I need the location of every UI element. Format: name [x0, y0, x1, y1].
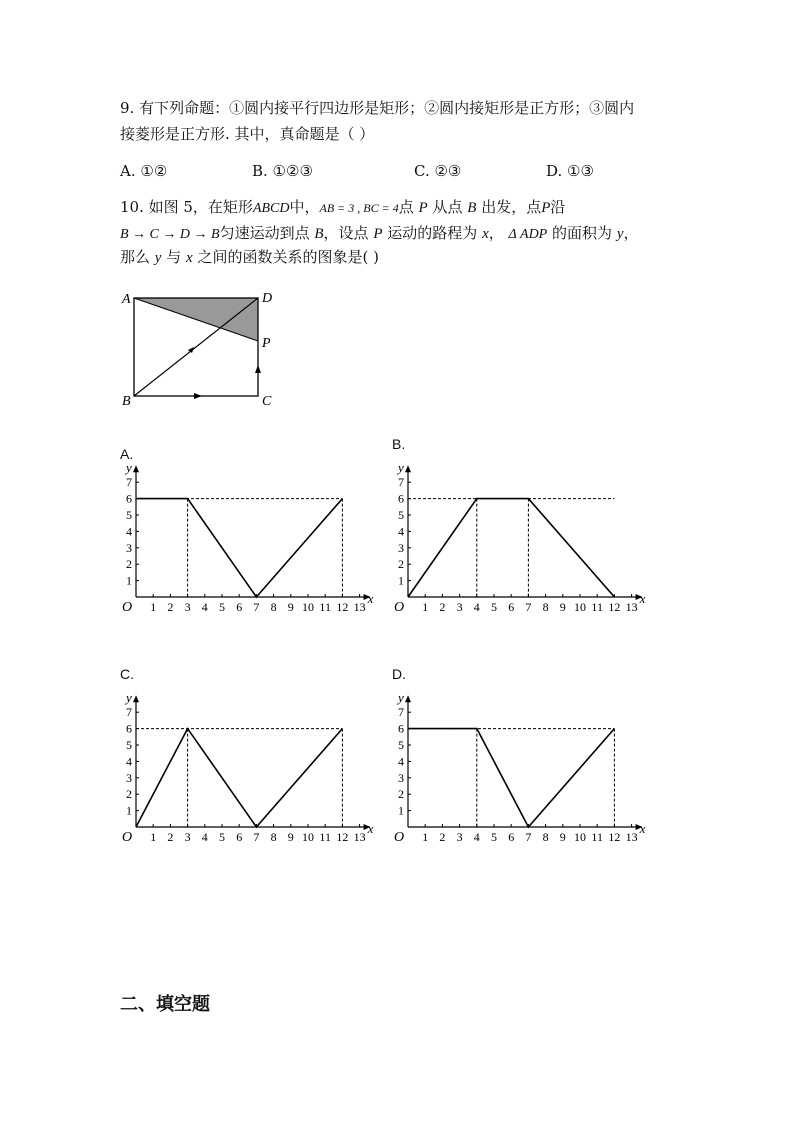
q10-text: 沿	[550, 198, 566, 216]
y-tick-label: 3	[398, 770, 404, 785]
y-tick-label: 3	[126, 540, 132, 555]
y-tick-label: 4	[398, 754, 404, 769]
x-tick-label: 3	[456, 600, 463, 614]
x-axis-label: x	[367, 591, 374, 606]
q10-point-b: B	[467, 200, 477, 216]
y-tick-label: 2	[126, 557, 132, 572]
q10-var-p: P	[373, 226, 383, 242]
x-tick-label: 11	[591, 830, 603, 844]
q10-text: ，	[623, 224, 639, 242]
origin-label: O	[394, 830, 405, 845]
y-tick-label: 6	[398, 721, 404, 736]
x-axis-label: x	[639, 821, 646, 836]
rectangle-figure	[110, 285, 290, 413]
arrow-icon	[194, 393, 202, 399]
x-tick-label: 9	[559, 830, 566, 844]
label-c: C	[262, 394, 272, 409]
x-tick-label: 13	[353, 830, 366, 844]
x-tick-label: 7	[525, 830, 532, 844]
label-p: P	[262, 336, 271, 351]
y-axis-arrow-icon	[133, 695, 139, 702]
function-line	[408, 729, 614, 827]
y-tick-label: 7	[398, 705, 404, 720]
q9-option-c: C. ②③	[414, 162, 462, 180]
graph-option-a	[114, 458, 394, 618]
y-tick-label: 5	[398, 738, 404, 752]
y-tick-label: 7	[398, 475, 404, 490]
x-tick-label: 6	[236, 600, 243, 614]
y-tick-label: 5	[126, 738, 132, 752]
q10-text: 的面积为	[552, 224, 613, 242]
y-tick-label: 3	[126, 770, 132, 785]
x-tick-label: 11	[591, 600, 603, 614]
x-tick-label: 11	[319, 830, 331, 844]
q9-option-b: B. ①②③	[252, 162, 313, 180]
q10-var-y: y	[154, 250, 162, 266]
y-tick-label: 7	[126, 705, 132, 720]
q10-text: 出发，点	[481, 198, 542, 216]
x-tick-label: 3	[184, 600, 191, 614]
x-tick-label: 6	[236, 830, 243, 844]
q10-text: 那么	[120, 248, 151, 266]
origin-label: O	[394, 600, 405, 615]
q10-text: 点	[398, 198, 414, 216]
y-tick-label: 6	[126, 721, 132, 736]
y-axis-arrow-icon	[405, 695, 411, 702]
q10-line-2	[120, 223, 639, 245]
y-tick-label: 5	[398, 508, 404, 522]
x-tick-label: 10	[302, 830, 314, 844]
y-axis-label: y	[126, 460, 132, 476]
x-tick-label: 9	[559, 600, 566, 614]
x-tick-label: 13	[625, 600, 638, 614]
origin-label: O	[122, 600, 133, 615]
q10-text: 匀速运动到点	[219, 224, 310, 242]
y-tick-label: 4	[398, 524, 404, 539]
q10-text: 之间的函数关系的图象是( )	[197, 248, 379, 266]
graph-option-b	[386, 458, 666, 618]
x-tick-label: 7	[253, 830, 260, 844]
x-tick-label: 6	[508, 830, 515, 844]
x-tick-label: 7	[525, 600, 532, 614]
label-d: D	[262, 291, 273, 306]
q10-text: 与	[166, 248, 182, 266]
y-tick-label: 1	[398, 803, 404, 818]
y-tick-label: 3	[398, 540, 404, 555]
x-tick-label: 1	[150, 600, 157, 614]
x-tick-label: 5	[491, 830, 497, 844]
q9-option-d: D. ①③	[546, 162, 594, 180]
x-tick-label: 1	[422, 600, 429, 614]
y-tick-label: 7	[126, 475, 132, 490]
y-axis-arrow-icon	[133, 465, 139, 472]
y-axis-arrow-icon	[405, 465, 411, 472]
q10-triangle: Δ ADP	[508, 227, 548, 242]
q10-point-b: B	[314, 226, 324, 242]
x-tick-label: 4	[201, 830, 208, 844]
q9-option-a: A. ①②	[120, 162, 168, 180]
x-tick-label: 2	[439, 600, 446, 614]
arrow-icon	[255, 365, 261, 373]
q10-text: 运动的路程为	[387, 224, 478, 242]
shaded-triangle	[134, 298, 258, 341]
q10-line-1	[120, 197, 565, 219]
y-tick-label: 4	[126, 754, 132, 769]
x-tick-label: 10	[302, 600, 314, 614]
y-tick-label: 1	[126, 803, 132, 818]
graph-caption-d: D.	[392, 666, 406, 682]
x-tick-label: 13	[353, 600, 366, 614]
x-tick-label: 2	[167, 830, 174, 844]
x-tick-label: 12	[336, 830, 349, 844]
q10-var-p: P	[541, 200, 551, 216]
x-tick-label: 1	[422, 830, 429, 844]
q10-rect-name: ABCD	[252, 201, 290, 216]
graph-caption-b: B.	[392, 436, 406, 452]
y-tick-label: 6	[398, 491, 404, 506]
x-tick-label: 11	[319, 600, 331, 614]
label-b: B	[122, 394, 131, 409]
q10-var-y: y	[616, 226, 624, 242]
x-axis-label: x	[367, 821, 374, 836]
y-axis-label: y	[398, 690, 404, 706]
y-axis-label: y	[126, 690, 132, 706]
graph-option-c	[114, 688, 394, 848]
graph-caption-a: A.	[120, 446, 134, 462]
x-tick-label: 4	[473, 600, 480, 614]
x-tick-label: 4	[473, 830, 480, 844]
y-tick-label: 1	[126, 573, 132, 588]
function-line	[136, 729, 342, 827]
x-tick-label: 12	[608, 830, 621, 844]
x-tick-label: 3	[456, 830, 463, 844]
x-tick-label: 1	[150, 830, 157, 844]
y-tick-label: 6	[126, 491, 132, 506]
x-tick-label: 10	[574, 600, 586, 614]
y-tick-label: 2	[126, 787, 132, 802]
q10-line-3	[120, 247, 379, 268]
y-tick-label: 5	[126, 508, 132, 522]
function-line	[136, 499, 342, 597]
graph-caption-c: C.	[120, 666, 134, 682]
x-tick-label: 4	[201, 600, 208, 614]
x-tick-label: 10	[574, 830, 586, 844]
y-tick-label: 2	[398, 557, 404, 572]
x-tick-label: 9	[287, 600, 294, 614]
origin-label: O	[122, 830, 133, 845]
q10-condition: AB = 3 , BC = 4	[319, 201, 399, 215]
x-tick-label: 7	[253, 600, 260, 614]
x-tick-label: 3	[184, 830, 191, 844]
q10-text: 10. 如图 5，在矩形	[120, 198, 253, 216]
graph-option-d	[386, 688, 666, 848]
x-tick-label: 8	[270, 600, 277, 614]
q9-line-1: 9. 有下列命题：①圆内接平行四边形是矩形；②圆内接矩形是正方形；③圆内	[120, 99, 635, 117]
x-tick-label: 12	[608, 600, 621, 614]
label-a: A	[122, 292, 131, 307]
q10-text: ，	[488, 224, 504, 242]
x-tick-label: 6	[508, 600, 515, 614]
x-tick-label: 8	[542, 830, 549, 844]
function-line	[408, 499, 614, 597]
x-tick-label: 2	[167, 600, 174, 614]
x-axis-label: x	[639, 591, 646, 606]
y-tick-label: 2	[398, 787, 404, 802]
q10-var-x: x	[482, 226, 489, 242]
q9-line-2: 接菱形是正方形. 其中，真命题是（ ）	[120, 125, 375, 143]
q10-text: 从点	[432, 198, 463, 216]
x-tick-label: 13	[625, 830, 638, 844]
q10-text: 中，	[289, 198, 320, 216]
x-tick-label: 5	[219, 600, 225, 614]
q10-var-p: P	[418, 200, 428, 216]
q10-text: ，设点	[323, 224, 369, 242]
q10-path: B → C → D → B	[120, 227, 220, 242]
y-tick-label: 1	[398, 573, 404, 588]
x-tick-label: 8	[270, 830, 277, 844]
x-tick-label: 9	[287, 830, 294, 844]
x-tick-label: 12	[336, 600, 349, 614]
y-axis-label: y	[398, 460, 404, 476]
q10-var-x: x	[186, 250, 193, 266]
section-heading: 二、填空题	[120, 994, 210, 1015]
x-tick-label: 2	[439, 830, 446, 844]
x-tick-label: 5	[219, 830, 225, 844]
x-tick-label: 8	[542, 600, 549, 614]
y-tick-label: 4	[126, 524, 132, 539]
x-tick-label: 5	[491, 600, 497, 614]
